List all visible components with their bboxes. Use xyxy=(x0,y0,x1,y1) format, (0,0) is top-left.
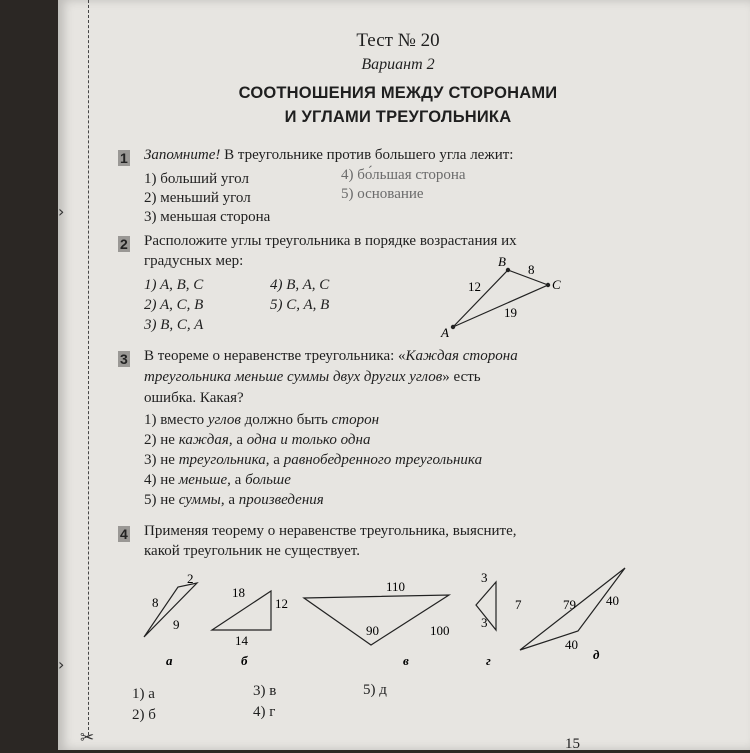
triangle-d-label: д xyxy=(593,647,600,662)
q3-option-4[interactable]: 4) не меньше, а больше xyxy=(144,472,291,488)
scissors-icon: ✂ xyxy=(80,728,95,747)
svg-text:3: 3 xyxy=(481,570,488,585)
question-4-line2: какой треугольник не существует. xyxy=(144,543,360,559)
question-4-line1: Применяя теорему о неравенстве треугольника, выясните, xyxy=(144,523,517,539)
question-2-number: 2 xyxy=(120,236,128,252)
q2-option-1[interactable]: 1) A, B, C xyxy=(144,277,204,293)
svg-text:14: 14 xyxy=(235,633,248,648)
q1-option-5[interactable]: 5) основание xyxy=(341,186,424,202)
triangle-d xyxy=(520,568,625,662)
q4-answer-5[interactable]: 5) д xyxy=(363,682,387,698)
book-page xyxy=(58,0,750,750)
q2-triangle-figure xyxy=(428,250,568,340)
svg-text:40: 40 xyxy=(606,593,619,608)
triangle-g-label: г xyxy=(486,653,491,668)
page-number: 15 xyxy=(565,736,580,752)
section-heading-line2: И УГЛАМИ ТРЕУГОЛЬНИКА xyxy=(284,108,512,126)
question-3-number: 3 xyxy=(120,351,128,367)
triangle-v-label: в xyxy=(403,653,409,668)
q2-option-2[interactable]: 2) A, C, B xyxy=(144,297,204,313)
q3-option-5[interactable]: 5) не суммы, а произведения xyxy=(144,492,324,508)
margin-arrow-icon: › xyxy=(58,202,65,221)
triangle-v xyxy=(304,579,450,668)
question-2-line1: Расположите углы треугольника в порядке возрастания их xyxy=(144,233,517,249)
q4-answer-1[interactable]: 1) а xyxy=(132,686,155,702)
question-3-line2: треугольника меньше суммы двух других углов» есть xyxy=(144,369,481,385)
svg-text:18: 18 xyxy=(232,585,245,600)
triangle-a xyxy=(144,571,197,668)
q4-triangles-figure xyxy=(138,565,619,670)
question-2-line2: градусных мер: xyxy=(144,253,244,269)
q3-option-3[interactable]: 3) не треугольника, а равнобедренного треугольника xyxy=(144,452,483,468)
question-1-number: 1 xyxy=(120,150,128,166)
question-1-text: Запомните! В треугольнике против большего угла лежит: xyxy=(144,147,514,163)
label-b: B xyxy=(498,254,506,269)
vertex-c xyxy=(546,283,550,287)
svg-text:90: 90 xyxy=(366,623,379,638)
cut-line xyxy=(88,0,89,735)
question-3-line3: ошибка. Какая? xyxy=(144,390,244,406)
q4-answer-2[interactable]: 2) б xyxy=(132,707,156,723)
triangle-g xyxy=(476,570,522,668)
svg-text:110: 110 xyxy=(386,579,406,594)
test-title: Тест № 20 xyxy=(356,30,440,51)
svg-text:9: 9 xyxy=(173,617,180,632)
q1-option-2[interactable]: 2) меньший угол xyxy=(144,190,251,206)
triangle-b xyxy=(212,585,288,668)
triangle-b-label: б xyxy=(241,653,248,668)
q4-answer-4[interactable]: 4) г xyxy=(253,704,276,720)
svg-text:40: 40 xyxy=(565,637,578,652)
svg-text:2: 2 xyxy=(187,571,194,586)
side-ac-length: 19 xyxy=(504,305,517,320)
q2-option-5[interactable]: 5) C, A, B xyxy=(270,297,330,313)
margin-arrow-icon: › xyxy=(58,655,65,674)
vertex-a xyxy=(451,325,455,329)
label-c: C xyxy=(552,277,561,292)
svg-text:3: 3 xyxy=(481,615,488,630)
side-ab-length: 12 xyxy=(468,279,481,294)
question-3-line1: В теореме о неравенстве треугольника: «Каждая сторона xyxy=(144,348,518,364)
section-heading-line1: СООТНОШЕНИЯ МЕЖДУ СТОРОНАМИ xyxy=(238,84,558,102)
triangle-a-label: а xyxy=(166,653,173,668)
svg-text:8: 8 xyxy=(152,595,159,610)
q3-option-2[interactable]: 2) не каждая, а одна и только одна xyxy=(144,432,371,448)
side-bc-length: 8 xyxy=(528,262,535,277)
svg-text:12: 12 xyxy=(275,596,288,611)
q2-option-3[interactable]: 3) B, C, A xyxy=(144,317,204,333)
vertex-b xyxy=(506,268,510,272)
svg-text:100: 100 xyxy=(430,623,450,638)
q4-answer-3[interactable]: 3) в xyxy=(253,683,277,699)
label-a: A xyxy=(441,325,449,340)
q1-option-4[interactable]: 4) бо́льшая сторона xyxy=(341,167,466,183)
q1-option-1[interactable]: 1) больший угол xyxy=(144,171,249,187)
q2-option-4[interactable]: 4) B, A, C xyxy=(270,277,330,293)
question-4-number: 4 xyxy=(120,526,128,542)
variant-label: Вариант 2 xyxy=(361,56,435,73)
q1-option-3[interactable]: 3) меньшая сторона xyxy=(144,209,271,225)
q3-option-1[interactable]: 1) вместо углов должно быть сторон xyxy=(144,412,380,428)
svg-text:79: 79 xyxy=(563,597,576,612)
svg-text:7: 7 xyxy=(515,597,522,612)
